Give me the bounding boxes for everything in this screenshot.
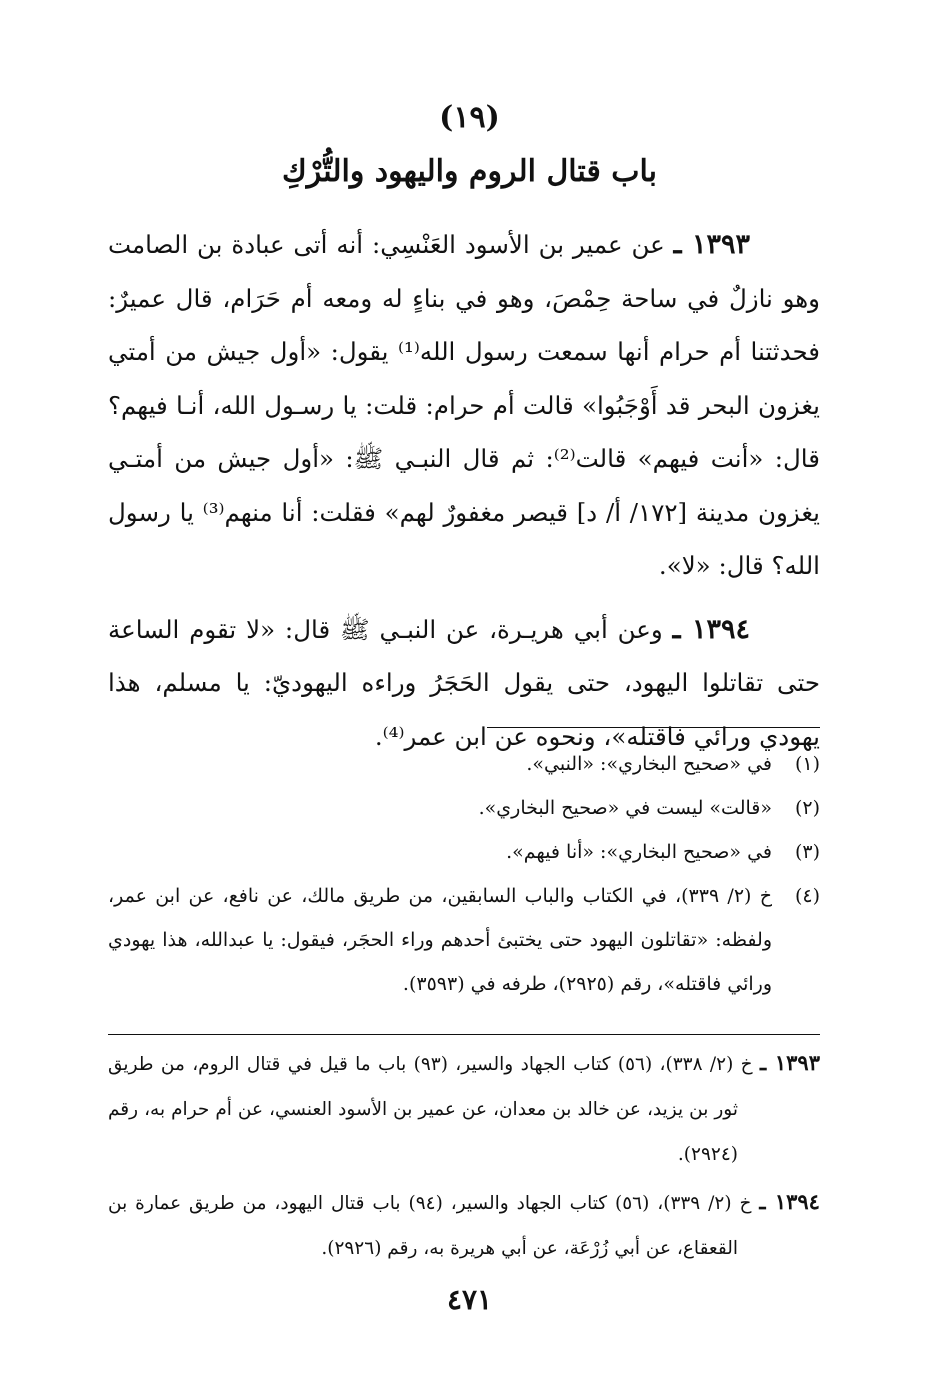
footnote (108, 830, 820, 874)
footnote-text: خ (٢/ ٣٣٩)، في الكتاب والباب السابقين، من طريق مالك، عن نافع، عن ابن عمر، ولفظه: «تقاتلون اليهود حتى يختبئ أحدهم وراء الحجَر، فيقول: يا عبدالله، هذا يهودي ورائي فاقتله»، رقم (٢٩٢٥)، طرفه في (٣٥٩٣). (108, 885, 772, 995)
footnote-mark: (٤) (794, 885, 820, 907)
takhrij-number: ١٣٩٣ ـ (759, 1050, 820, 1075)
page-number: ٤٧١ (446, 1283, 493, 1316)
footnote-text: في «صحيح البخاري»: «أنا فيهم». (506, 841, 772, 863)
takhrij-divider (108, 1034, 820, 1035)
chapter-title: باب قتال الروم واليهود والتُّرْكِ (282, 154, 657, 189)
hadith-number: ١٣٩٤ ـ (672, 613, 750, 645)
footnote (108, 786, 820, 830)
hadith-text: عن عمير بن الأسود العَنْسِي: أنه أتى عبادة بن الصامت وهو نازلٌ في ساحة حِمْصَ، وهو في بناءٍ له ومعه أم حَرَام، قال عميرٌ: فحدثتنا أم حرام أنها سمعت رسول الله⁽¹⁾ يقول: «أول جيش من أمتي يغزون البحر قد أَوْجَبُوا» قالت أم حرام: قلت: يا رسـول الله، أنـا فيهم؟ قال: «أنت فيهم» قالت⁽²⁾: ثم قال النبـي ﷺ: «أول جيش من أمتـي يغزون مدينة [١٧٢/ أ/ د] قيصر مغفورٌ لهم» فقلت: أنا منهم⁽³⁾ يا رسول الله؟ قال: «لا». (108, 230, 820, 580)
footnote-mark: (٣) (794, 841, 820, 863)
section-number: (١٩) (439, 100, 500, 135)
main-text (108, 218, 820, 773)
takhrij-number: ١٣٩٤ ـ (759, 1189, 820, 1214)
footnote (108, 874, 820, 1006)
hadith-1394 (108, 603, 820, 764)
takhrij-entry (108, 1179, 820, 1271)
footnotes (108, 742, 820, 1006)
hadith-text: وعن أبي هريـرة، عن النبـي ﷺ قال: «لا تقوم الساعة حتى تقاتلوا اليهود، حتى يقول الحَجَرُ وراءه اليهوديّ: يا مسلم، هذا يهودي ورائي فاقتله»، ونحوه عن ابن عمر⁽⁴⁾. (108, 614, 820, 751)
takhrij-notes (108, 1040, 820, 1273)
footnote-mark: (١) (794, 753, 820, 775)
footnote-divider (487, 727, 820, 728)
footnote-text: «قالت» ليست في «صحيح البخاري». (478, 797, 772, 819)
hadith-number: ١٣٩٣ ـ (673, 229, 751, 260)
takhrij-entry (108, 1040, 820, 1177)
hadith-1393 (108, 218, 820, 593)
footnote (108, 742, 820, 786)
footnote-text: في «صحيح البخاري»: «النبي». (526, 753, 772, 775)
takhrij-text: خ (٢/ ٣٣٩)، (٥٦) كتاب الجهاد والسير، (٩٤) باب قتال اليهود، من طريق عمارة بن القعقاع، عن أبي زُرْعَة، عن أبي هريرة به، رقم (٢٩٢٦). (108, 1193, 752, 1259)
footnote-mark: (٢) (794, 797, 820, 819)
takhrij-text: خ (٢/ ٣٣٨)، (٥٦) كتاب الجهاد والسير، (٩٣) باب ما قيل في قتال الروم، من طريق ثور بن يزيد، عن خالد بن معدان، عن عمير بن الأسود العنسي، عن أم حرام به، رقم (٢٩٢٤). (108, 1054, 753, 1165)
